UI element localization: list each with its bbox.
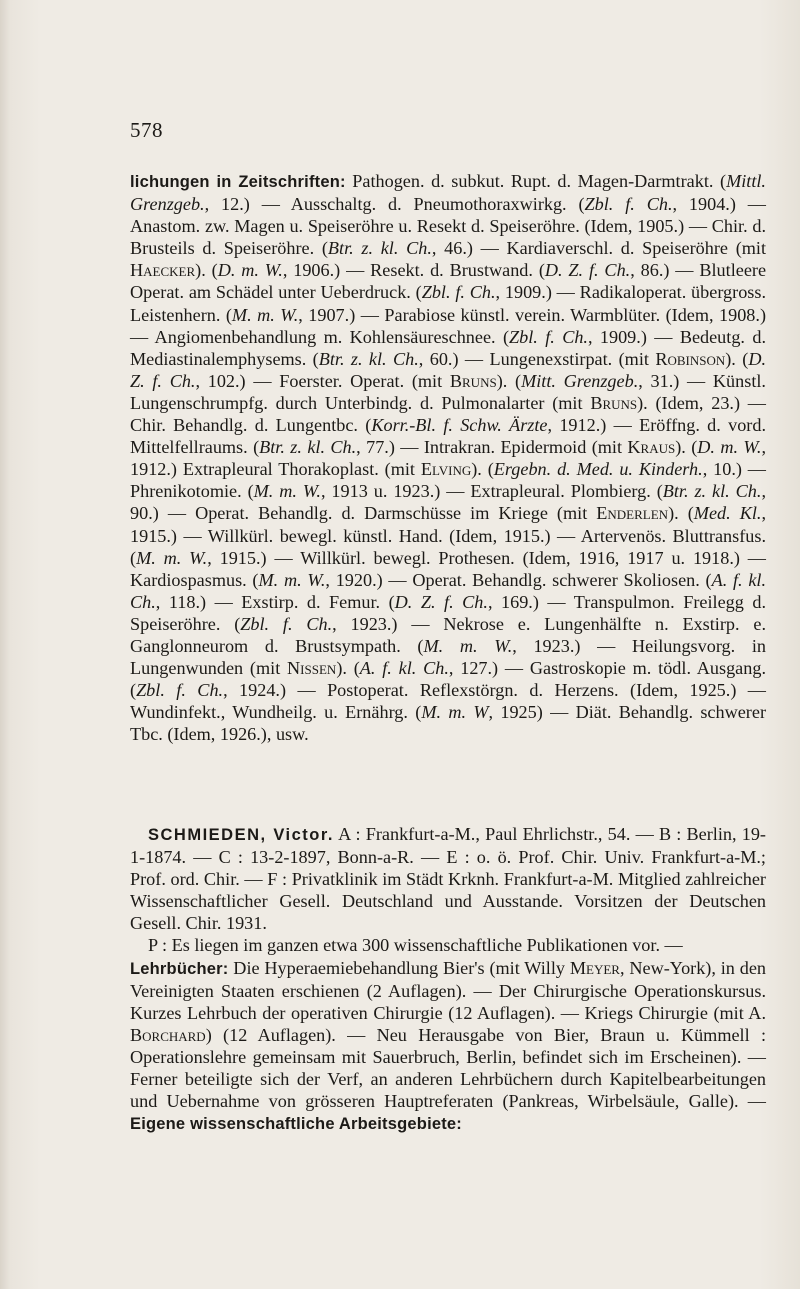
text-run: ). ( [725, 348, 749, 369]
text-run: , 1923.) — Nekrose e. Lungenhälfte n. Exstirp. e. Ganglonneurom d. Brustsympath. ( [130, 613, 766, 656]
text-run: , 1925) — Diät. Behandlg. schwerer Tbc. (Idem, 1926.), usw. [130, 702, 766, 745]
journal-citation: M. m. W. [231, 304, 299, 325]
journal-citation: D. Z. f. Ch. [130, 348, 766, 391]
section-heading-arbeitsgebiete: Eigene wissenschaftliche Arbeitsgebiete: [130, 1115, 462, 1134]
journal-citation: M. m. W [421, 702, 489, 723]
text-run: , 1912.) — Eröffng. d. vord. Mittelfellraums. ( [130, 415, 766, 458]
text-run: , New-York), in den Vereinigten Staaten erschienen (2 Auflagen). — Der Chirurgische Operationskursus. Kurzes Lehrbuch der operativen Chirurgie (12 Auflagen). — Kriegs Chirurgie (mit A. [130, 957, 767, 1023]
journal-citation: Btr. z. kl. Ch. [259, 437, 357, 458]
text-run: , 1909.) — Radikaloperat. übergross. Leistenhern. ( [130, 282, 766, 325]
journal-citation: Btr. z. kl. Ch. [318, 348, 419, 369]
text-run: , 1906.) — Resekt. d. Brustwand. ( [282, 260, 545, 281]
text-run: Die Hyperaemiebehandlung Bier's (mit Willy [228, 957, 570, 978]
section-heading-lehrbuecher: Lehrbücher: [130, 959, 229, 978]
text-run: , 10.) — Phrenikotomie. ( [130, 459, 766, 502]
coauthor-name: Meyer [569, 957, 620, 978]
journal-citation: Ergebn. d. Med. u. Kinderh. [493, 459, 703, 480]
journal-citation: A. f. kl. Ch. [130, 569, 767, 612]
journal-citation: A. f. kl. Ch. [359, 658, 449, 679]
coauthor-name: Bruns [449, 370, 497, 391]
coauthor-name: Enderlen [596, 503, 669, 524]
journal-citation: Zbl. f. Ch. [136, 680, 224, 701]
text-run: , 12.) — Ausschaltg. d. Pneumothoraxwirkg. ( [204, 194, 585, 215]
text-run: ). ( [496, 370, 522, 391]
journal-citation: M. m. W. [253, 481, 321, 502]
journal-citation: D. m. W. [217, 260, 283, 281]
text-run: , 1915.) — Willkürl. bewegl. Prothesen. (Idem, 1916, 1917 u. 1918.) — Kardiospasmus. ( [130, 547, 766, 590]
text-run: ) (12 Auflagen). — Neu Herausgabe von Bier, Braun u. Kümmell : Operationslehre gemeinsam mit Sauerbruch, Berlin, befindet sich im Erscheinen). — Ferner beteiligte sich der Verf, an anderen Lehrbüchern durch Kapitelbearbeitungen und Uebernahme von grösseren Hauptreferaten (Pankreas, Wirbelsäule, Galle). — [130, 1024, 766, 1112]
coauthor-name: Robinson [655, 348, 726, 369]
text-run: , 169.) — Transpulmon. Freilegg d. Speiseröhre. ( [130, 591, 766, 634]
text-run: , 1913 u. 1923.) — Extrapleural. Plombierg. ( [320, 481, 663, 502]
coauthor-name: Nissen [287, 658, 337, 679]
text-run: , 1907.) — Parabiose künstl. verein. Warmblüter. (Idem, 1908.) — Angiomenbehandlung m. Kohlensäureschnee. ( [130, 304, 766, 347]
journal-citation: Med. Kl. [693, 503, 762, 524]
biography-paragraph [130, 823, 766, 934]
text-run: , 1904.) — Anastom. zw. Magen u. Speiseröhre u. Resekt d. Speiseröhre. (Idem, 1905.) — Chir. d. Brusteils d. Speiseröhre. ( [130, 194, 766, 259]
journal-citation: Mitt. Grenzgeb. [521, 370, 639, 391]
entry-schmieden [130, 823, 766, 1135]
text-run: , 86.) — Blutleere Operat. am Schädel unter Ueberdruck. ( [130, 260, 767, 303]
text-run: , 1909.) — Bedeutg. d. Mediastinalemphysems. ( [130, 326, 766, 369]
journal-citation: Btr. z. kl. Ch. [327, 238, 432, 259]
text-run: , 1924.) — Postoperat. Reflexstörgn. d. Herzens. (Idem, 1925.) — Wundinfekt., Wundheilg. u. Ernährg. ( [130, 680, 766, 723]
text-run: , 46.) — Kardiaverschl. d. Speiseröhre (mit [431, 238, 767, 259]
text-run: ). ( [668, 503, 694, 524]
text-run: ). ( [471, 459, 494, 480]
journal-citation: D. m. W. [697, 437, 762, 458]
journal-citation: Zbl. f. Ch. [584, 194, 673, 215]
text-run: , 60.) — Lungenexstirpat. (mit [418, 348, 656, 369]
text-run: , 127.) — Gastroskopie m. tödl. Ausgang. ( [130, 658, 766, 701]
biography-text: A : Frankfurt-a-M., Paul Ehrlichstr., 54. — B : Berlin, 19-1-1874. — C : 13-2-1897, Bonn-a-R. — E : o. ö. Prof. Chir. Univ. Frankfurt-a-M.; Prof. ord. Chir. — F : Privatklinik im Städt Krknh. Frankfurt-a-M. Mitglied zahlreicher Wissenschaftlicher Gesell. Deutschland und Ausstande. Vorsitzen der Deutschen Gesell. Chir. 1931. [130, 824, 766, 934]
text-run: ). (Idem, 23.) — Chir. Behandlg. d. Lungentbc. ( [130, 392, 766, 436]
text-run: , 1912.) Extrapleural Thorakoplast. (mit [130, 437, 766, 480]
text-run: , 1920.) — Operat. Behandlg. schwerer Skoliosen. ( [325, 569, 712, 590]
text-run: ). ( [336, 658, 360, 679]
journal-citation: Korr.-Bl. f. Schw. Ärzte [371, 415, 548, 436]
text-run: , 77.) — Intrakran. Epidermoid (mit [356, 437, 628, 458]
journal-citation: M. m. W. [258, 569, 326, 590]
text-run: , 118.) — Exstirp. d. Femur. ( [155, 591, 395, 612]
text-run: , 1923.) — Heilungsvorg. in Lungenwunden (mit [130, 635, 767, 679]
publications-paragraph [130, 170, 766, 745]
journal-citation: D. Z. f. Ch. [394, 591, 488, 612]
text-run: , 102.) — Foerster. Operat. (mit [195, 370, 450, 391]
coauthor-name: Bruns [590, 392, 638, 413]
journal-citation: Zbl. f. Ch. [240, 613, 333, 634]
textbooks-list [130, 958, 766, 1112]
textbooks-paragraph [130, 957, 766, 1136]
text-run: ). ( [195, 260, 218, 281]
section-heading-zeitschriften: lichungen in Zeitschriften: [130, 173, 346, 191]
text-run: , 90.) — Operat. Behandlg. d. Darmschüsse im Kriege (mit [130, 481, 766, 524]
text-run: , 31.) — Künstl. Lungenschrumpfg. durch Unterbindg. d. Pulmonalarter (mit [130, 370, 766, 413]
publications-list [130, 171, 766, 744]
coauthor-name: Borchard [130, 1024, 206, 1045]
journal-citation: Zbl. f. Ch. [421, 282, 496, 303]
text-run: Pathogen. d. subkut. Rupt. d. Magen-Darmtrakt. ( [345, 171, 727, 191]
journal-citation: D. Z. f. Ch. [544, 260, 631, 281]
person-name: SCHMIEDEN, Victor. [148, 826, 334, 844]
coauthor-name: Elving [420, 459, 472, 480]
journal-citation: Mittl. Grenzgeb. [130, 171, 766, 215]
text-run: ). ( [675, 437, 698, 458]
journal-citation: Zbl. f. Ch. [509, 326, 588, 347]
page-number: 578 [130, 118, 163, 142]
journal-citation: M. m. W. [136, 547, 208, 568]
coauthor-name: Haecker [130, 260, 196, 281]
publications-count: P : Es liegen im ganzen etwa 300 wissenschaftliche Publikationen vor. — [148, 935, 683, 956]
journal-citation: Btr. z. kl. Ch. [662, 481, 762, 502]
coauthor-name: Kraus [627, 437, 676, 458]
journal-citation: M. m. W. [423, 635, 513, 656]
entry-publications-continued [130, 170, 766, 745]
text-run: , 1915.) — Willkürl. bewegl. künstl. Hand. (Idem, 1915.) — Artervenös. Bluttransfus. ( [130, 503, 766, 568]
